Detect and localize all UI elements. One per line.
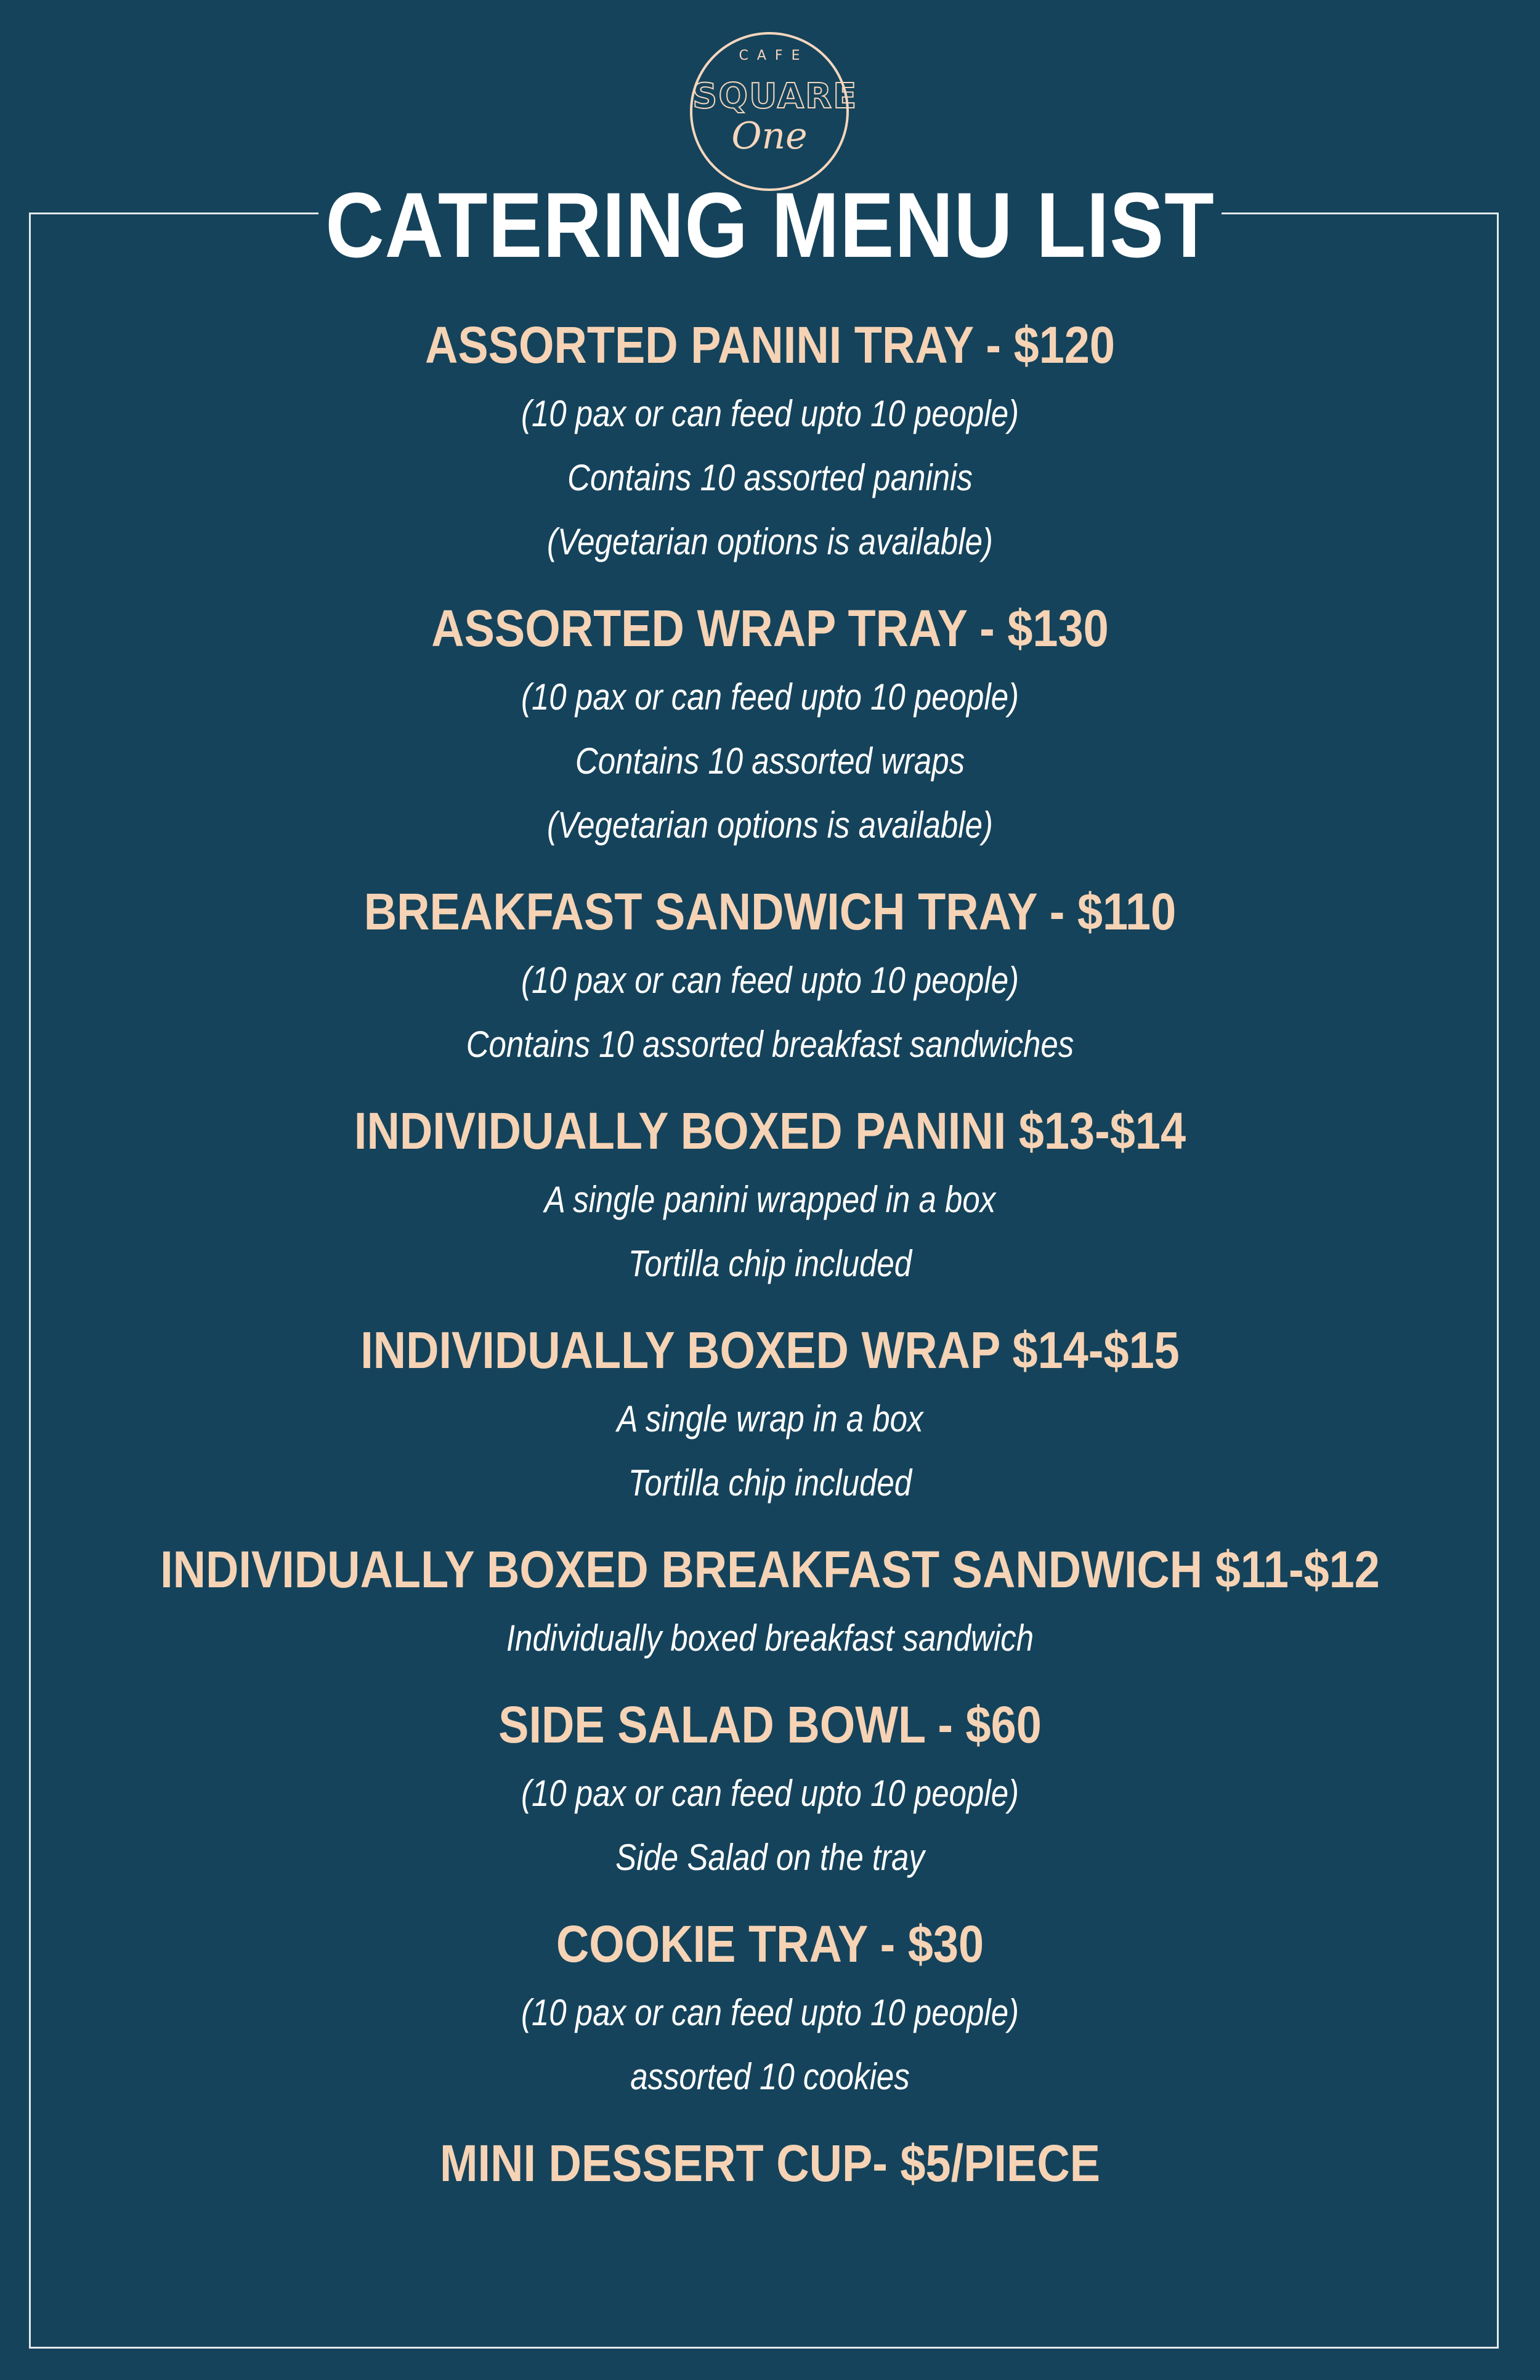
menu-item-description: (10 pax or can feed upto 10 people): [521, 393, 1019, 434]
menu-item: [0, 1532, 1540, 1670]
menu-item-description: Contains 10 assorted breakfast sandwiches: [466, 1024, 1074, 1065]
menu-item-description: Contains 10 assorted wraps: [575, 740, 965, 782]
menu-item-description: Contains 10 assorted paninis: [567, 457, 973, 498]
menu-list: [0, 308, 1540, 2200]
menu-item: [0, 1094, 1540, 1296]
menu-item-description: (10 pax or can feed upto 10 people): [521, 1992, 1019, 2033]
menu-item-name: INDIVIDUALLY BOXED BREAKFAST SANDWICH $11-$12: [160, 1540, 1380, 1598]
menu-item-name: ASSORTED WRAP TRAY - $130: [431, 599, 1109, 657]
logo-square-text: SQUARE: [692, 76, 858, 116]
menu-item-name: SIDE SALAD BOWL - $60: [498, 1696, 1042, 1754]
menu-item-name: INDIVIDUALLY BOXED WRAP $14-$15: [360, 1321, 1180, 1379]
menu-item: [0, 1907, 1540, 2109]
menu-item-description: Tortilla chip included: [628, 1243, 912, 1284]
menu-item-description: assorted 10 cookies: [630, 2056, 910, 2097]
menu-item-description: (Vegetarian options is available): [547, 521, 993, 562]
menu-item: [0, 2126, 1540, 2200]
menu-item: [0, 1313, 1540, 1515]
menu-item-name: COOKIE TRAY - $30: [556, 1915, 984, 1973]
menu-item: [0, 875, 1540, 1077]
menu-item: [0, 591, 1540, 857]
menu-item-description: A single panini wrapped in a box: [544, 1179, 996, 1220]
menu-item-description: Tortilla chip included: [628, 1462, 912, 1504]
page-title: CATERING MENU LIST: [325, 173, 1215, 277]
logo-one-script: One: [731, 115, 808, 158]
menu-item-name: INDIVIDUALLY BOXED PANINI $13-$14: [354, 1102, 1186, 1160]
menu-item-name: MINI DESSERT CUP- $5/PIECE: [439, 2134, 1101, 2192]
menu-item-description: (10 pax or can feed upto 10 people): [521, 676, 1019, 718]
menu-item: [0, 1688, 1540, 1890]
menu-item: [0, 308, 1540, 574]
menu-item-description: Individually boxed breakfast sandwich: [506, 1617, 1034, 1659]
menu-item-name: ASSORTED PANINI TRAY - $120: [424, 316, 1116, 374]
menu-item-description: Side Salad on the tray: [615, 1837, 925, 1878]
menu-item-description: (10 pax or can feed upto 10 people): [521, 1773, 1019, 1814]
menu-item-name: BREAKFAST SANDWICH TRAY - $110: [363, 883, 1177, 941]
logo-cafe-text: CAFE: [739, 48, 809, 63]
menu-item-description: A single wrap in a box: [617, 1398, 923, 1439]
menu-item-description: (Vegetarian options is available): [547, 804, 993, 846]
menu-item-description: (10 pax or can feed upto 10 people): [521, 960, 1019, 1001]
